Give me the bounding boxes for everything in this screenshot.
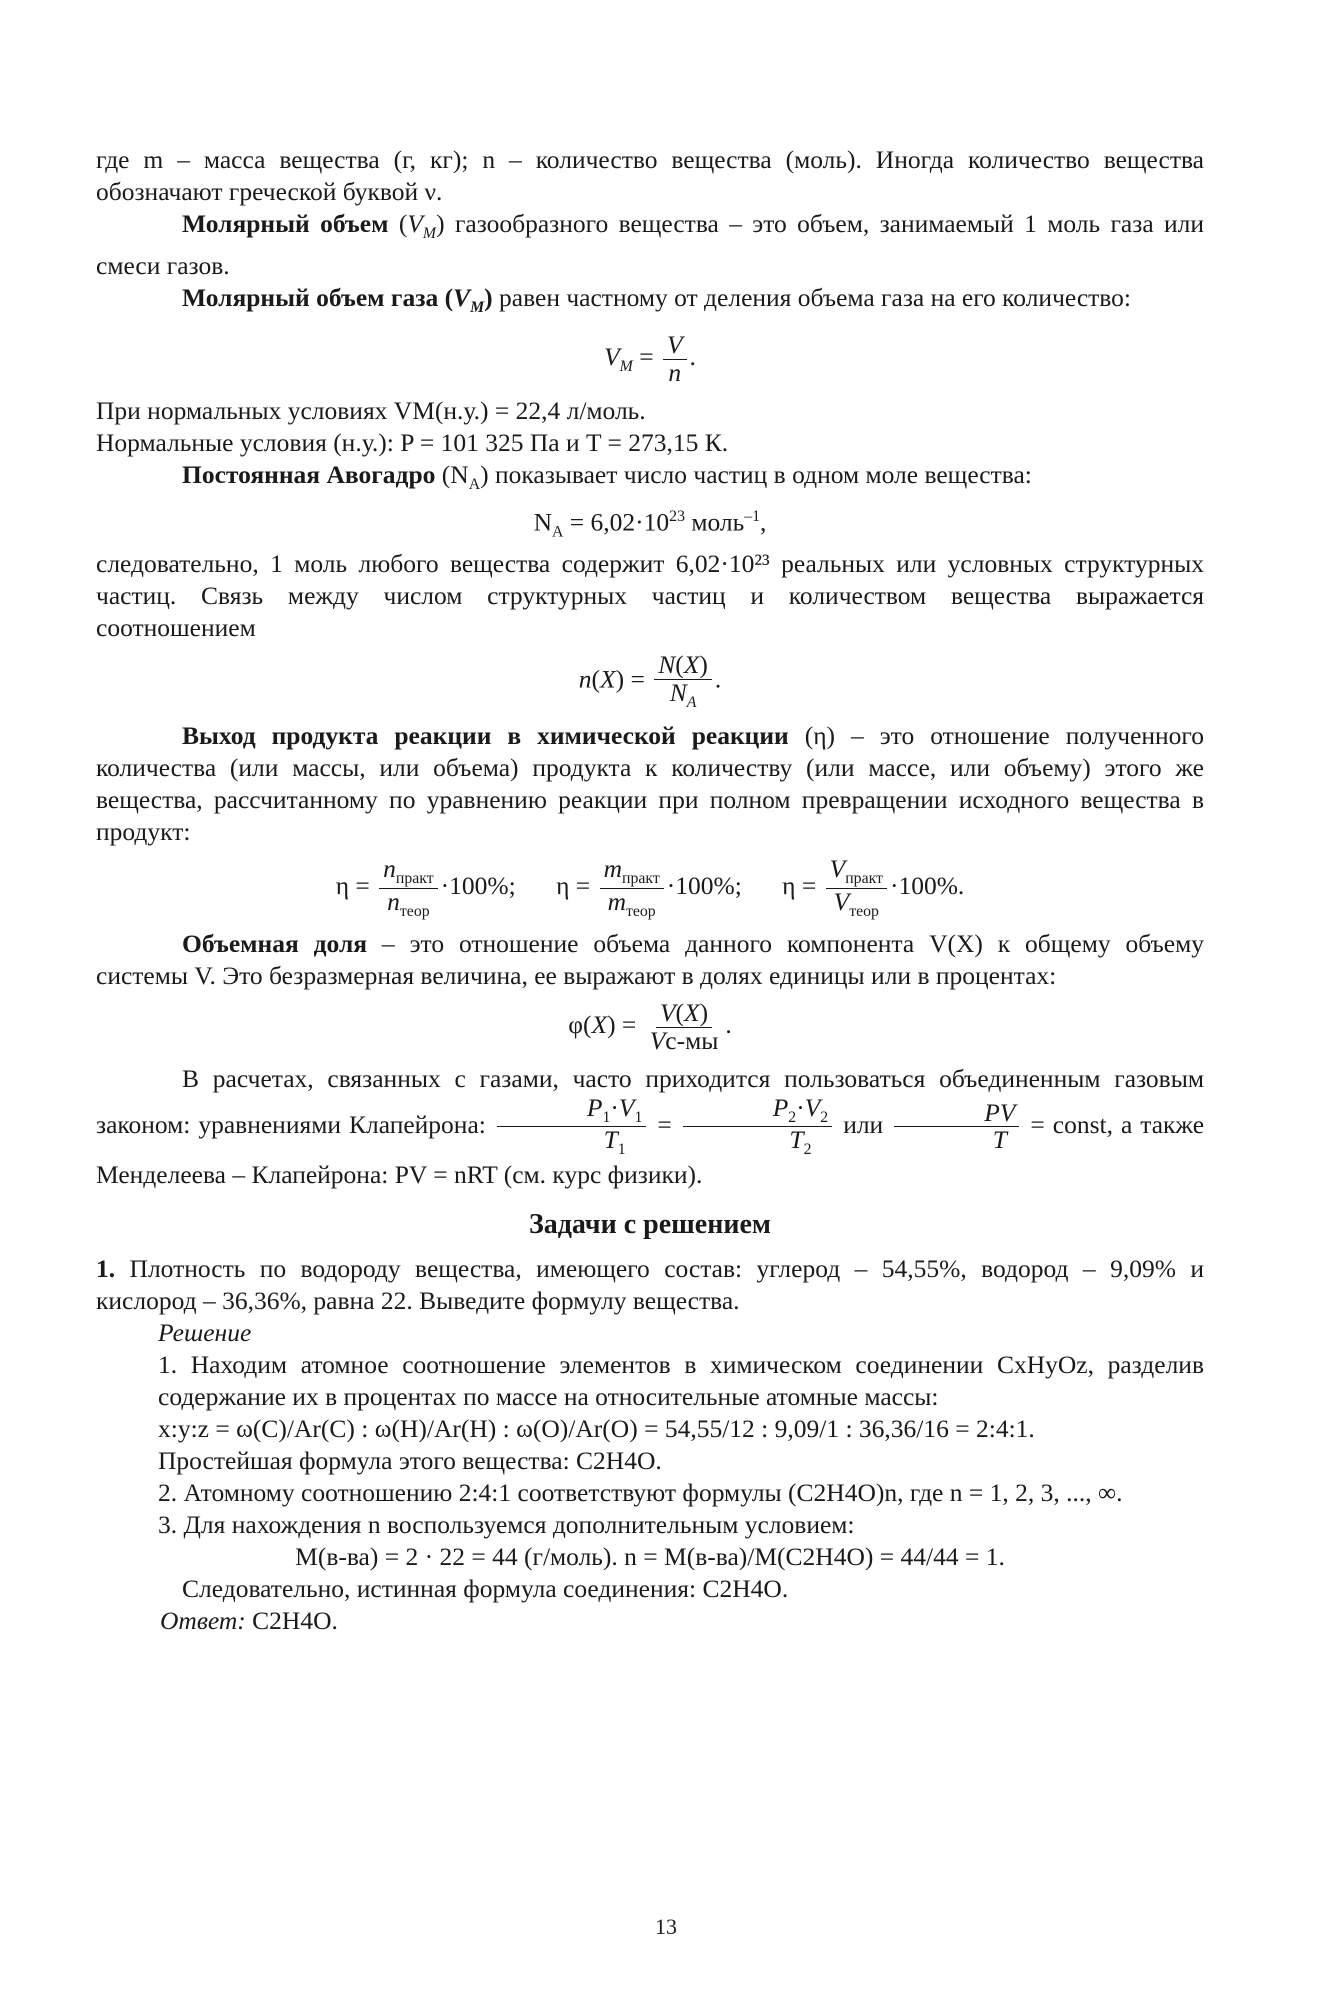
solution-conclusion: Следовательно, истинная формула соединения: C2H4O. [182, 1574, 789, 1604]
term-avogadro: Постоянная Авогадро [182, 459, 436, 489]
paragraph-volume-fraction [96, 928, 1204, 992]
solution-step-2: 2. Атомному соотношению 2:4:1 соответствуют формулы (C2H4O)n, где n = 1, 2, 3, ..., ∞. [158, 1478, 1123, 1508]
paragraph-molar-volume-gas-text: равен частному от деления объема газа на его количество: [492, 283, 1132, 313]
paragraph-reaction-yield-text: (η) – это отношение полученного количества (или массы, или объема) продукта к количеству (или массе, или объему) этого же вещества, рассчитанному по уравнению реакции при полном превращении исходного вещества в продукт: [96, 720, 1205, 846]
paragraph-molar-volume-gas: Молярный объем газа $(V_M)$ равен частному от деления объема газа на его количество: [182, 283, 1132, 317]
task-1: 1. Плотность по водороду вещества, имеющего состав: углерод – 54,55%, водород – 9,09% и кислород – 36,36%, равна 22. Выведите формулу вещества. [96, 1254, 1204, 1316]
paragraph-molar-volume: Молярный объем $(V_M)$ газообразного вещества – это объем, занимаемый 1 моль газа или смеси газов. [96, 209, 1204, 281]
paragraph-normal-conditions: Нормальные условия (н.у.): P = 101 325 Па и T = 273,15 К. [96, 427, 729, 457]
paragraph-gas-law: В расчетах, связанных с газами, часто приходится пользоваться объединенным газовым законом: уравнениями Клапейрона: $\frac{P_1\cdot V_1}{T_1}$ = $\frac{P_2\cdot V_2}{T_2}$ или $\frac{PV}{T}$ = const, а также Менделеева – Клапейрона: PV = nRT (см. курс физики). [96, 1063, 1205, 1190]
page-content [96, 144, 1204, 1637]
paragraph-avogadro: Постоянная Авогадро $(N_A)$ показывает число частиц в одном моле вещества: [182, 459, 1032, 493]
formula-reaction-yield: η = $\frac{n_{практ}}{n_{теор}}$ ·100%; η = $\frac{m_{практ}}{m_{теор}}$ ·100%; η = $\frac{V_{практ}}{V_{теор}}$ ·100%. [335, 853, 965, 920]
paragraph-molar-volume-text: газообразного вещества – это объем, занимаемый 1 моль газа или смеси газов. [96, 209, 1204, 281]
formula-amount-of-substance: n(X) = $\frac{N(X)}{N_A}$ . [578, 650, 722, 712]
paragraph-avogadro-text: показывает число частиц в одном моле вещества: [488, 459, 1032, 489]
task-1-text: Плотность по водороду вещества, имеющего состав: углерод – 54,55%, водород – 9,09% и кислород – 36,36%, равна 22. Выведите формулу вещества. [96, 1254, 1204, 1316]
formula-volume-fraction: φ(X) = $\frac{V(X)}{Vс-мы}$ . [568, 998, 732, 1055]
paragraph-mass-definition: где m – масса вещества (г, кг); n – количество вещества (моль). Иногда количество вещества обозначают греческой буквой ν. [96, 145, 1204, 206]
solution-step-3-formula: M(в-ва) = 2 · 22 = 44 (г/моль). n = M(в-ва)/M(C2H4O) = 44/44 = 1. [295, 1542, 1005, 1572]
paragraph-volume-fraction-text: – это отношение объема данного компонента V(X) к общему объему системы V. Это безразмерная величина, ее выражают в долях единицы или в процентах: [96, 929, 1204, 991]
word-or: или [843, 1109, 884, 1139]
solution-step-1-simple-formula: Простейшая формула этого вещества: C2H4O. [158, 1446, 662, 1476]
section-heading: Задачи с решением [528, 1209, 771, 1241]
solution-step-1: 1. Находим атомное соотношение элементов в химическом соединении CxHyOz, разделив содержание их в процентах по массе на относительные атомные массы: [158, 1350, 1204, 1412]
formula-avogadro: $N_A = 6,02\cdot 10^{23}$ моль$^{-1}$, [533, 507, 767, 541]
paragraph-gas-law-text: В расчетах, связанных с газами, часто приходится пользоваться объединенным газовым законом: уравнениями Клапейрона: [96, 1063, 1204, 1139]
answer-label: Ответ: [160, 1606, 246, 1636]
paragraph-reaction-yield [96, 720, 1204, 848]
paragraph-gas-law-tail: = const, а также Менделеева – Клапейрона: PV = nRT (см. курс физики). [96, 1109, 1205, 1190]
solution-step-1-formula: x:y:z = ω(C)/Ar(C) : ω(H)/Ar(H) : ω(O)/Ar(O) = 54,55/12 : 9,09/1 : 36,36/16 = 2:4:1. [158, 1414, 1035, 1444]
paragraph-normal-conditions-vm: При нормальных условиях VM(н.у.) = 22,4 л/моль. [96, 395, 646, 425]
formula-molar-volume: $V_M$ = $\frac{V}{n}$ . [604, 330, 696, 387]
term-molar-volume-gas: Молярный объем газа [182, 283, 439, 313]
solution-step-3: 3. Для нахождения n воспользуемся дополнительным условием: [158, 1510, 855, 1540]
paragraph-structural-particles: следовательно, 1 моль любого вещества содержит 6,02·10²³ реальных или условных структурных частиц. Связь между числом структурных частиц и количеством вещества выражается соотношением [96, 549, 1204, 643]
solution-label: Решение [158, 1318, 252, 1348]
term-volume-fraction: Объемная доля [182, 929, 368, 959]
answer-value: C2H4O. [245, 1606, 338, 1636]
page-number: 13 [655, 1914, 677, 1939]
answer-line [96, 1605, 1204, 1637]
term-molar-volume: Молярный объем [182, 209, 389, 238]
term-reaction-yield: Выход продукта реакции в химической реакции [182, 720, 789, 750]
